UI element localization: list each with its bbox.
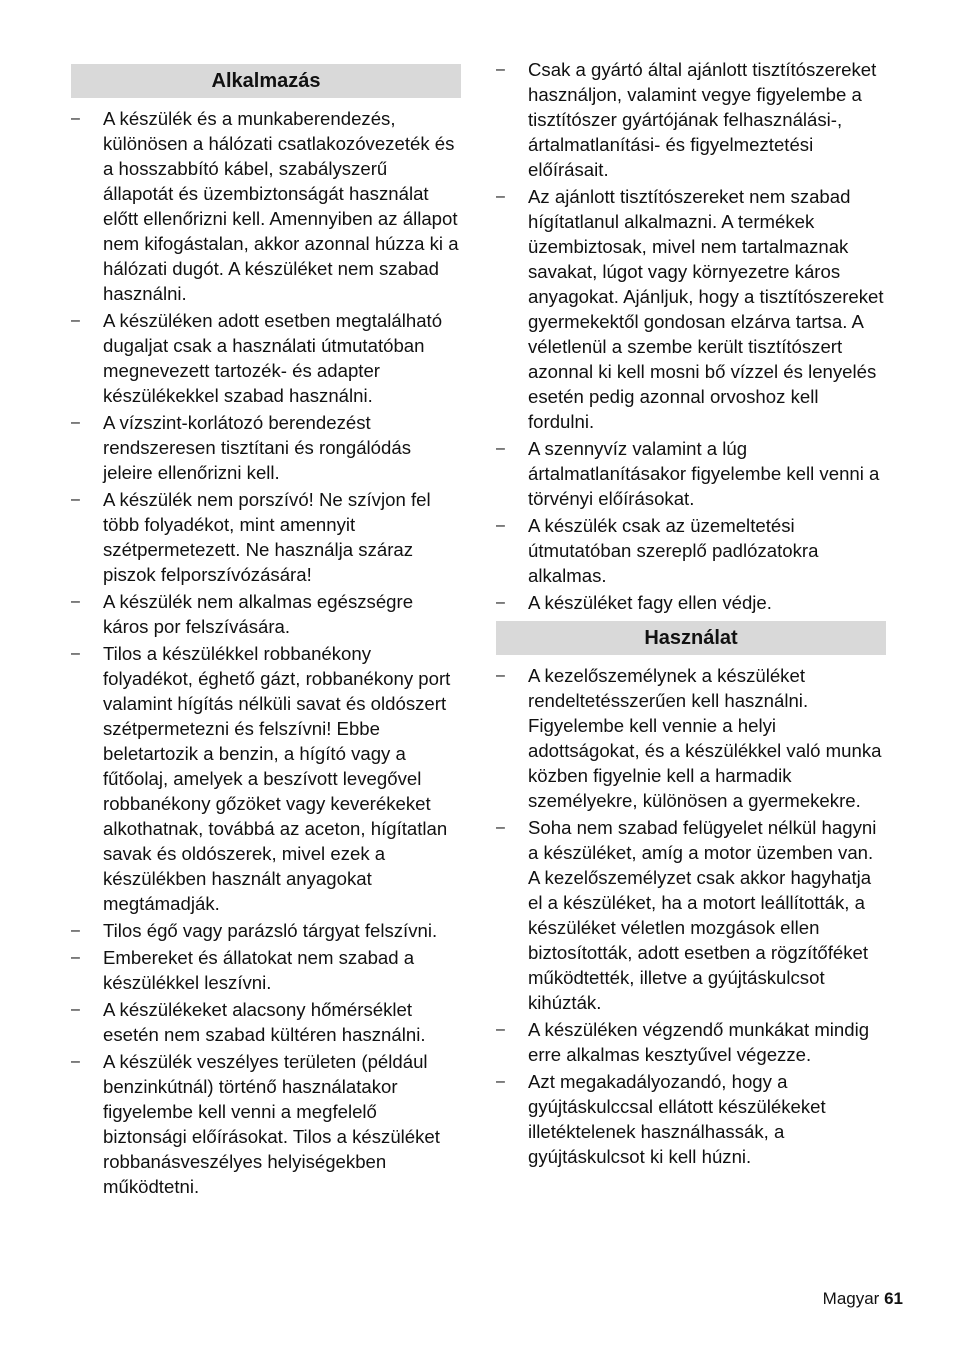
bullet-dash: – [71,645,80,662]
bullet-dash: – [496,517,505,534]
bullet-dash: – [496,667,505,684]
list-item [71,641,461,916]
list-item [496,590,886,615]
list-item [496,663,886,813]
list-item [71,945,461,995]
list-item-text: A kezelőszemélynek a készüléket rendeltetésszerűen kell használni. Figyelembe kell vennie a helyi adottságokat, és a készülékkel való munka közben figyelnie kell a harmadik személyekre, különösen a gyermekekre. [528,665,882,811]
list-item [71,308,461,408]
list-item [71,410,461,485]
bullet-dash: – [71,949,80,966]
list-item-text: Az ajánlott tisztítószereket nem szabad hígítatlanul alkalmazni. A termékek üzembiztosak, mivel nem tartalmaznak savakat, lúgot vagy környezetre káros anyagokat. Ajánljuk, hogy a tisztítószereket gyermekektől gondosan elzárva tartsa. A véletlenül a szembe került tisztítószert azonnal ki kell mosni bő vízzel és lenyelés esetén pedig azonnal orvoshoz kell fordulni. [528,186,884,432]
bullet-dash: – [496,440,505,457]
bullet-dash: – [71,414,80,431]
list-item-text: A készülék nem porszívó! Ne szívjon fel több folyadékot, mint amennyit szétpermetezett. Ne használja száraz piszok felporszívózására! [103,489,431,585]
list-item [71,106,461,306]
list-item-text: A készülék és a munkaberendezés, különösen a hálózati csatlakozóvezeték és a hosszabbító kábel, szabályszerű állapotát és üzembiztonságát használat előtt ellenőrizni kell. Amennyiben az állapot nem kifogástalan, akkor azonnal húzza ki a hálózati dugót. A készüléket nem szabad használni. [103,108,459,304]
bullet-list-cleaning [496,57,886,615]
list-item [496,1069,886,1169]
list-item-text: A készülék csak az üzemeltetési útmutatóban szereplő padlózatokra alkalmas. [528,515,819,586]
list-item-text: A szennyvíz valamint a lúg ártalmatlanításakor figyelembe kell venni a törvényi előírásokat. [528,438,880,509]
section-heading-hasznalat: Használat [496,621,886,655]
list-item [71,487,461,587]
bullet-dash: – [496,1021,505,1038]
list-item [496,436,886,511]
list-item-text: A készüléken adott esetben megtalálható dugaljat csak a használati útmutatóban megnevezett tartozék- és adapter készülékekkel szabad használni. [103,310,443,406]
left-column [71,64,461,1201]
list-item-text: A készüléket fagy ellen védje. [528,592,772,613]
bullet-dash: – [496,1073,505,1090]
bullet-dash: – [496,61,505,78]
bullet-dash: – [71,593,80,610]
bullet-list-hasznalat [496,663,886,1169]
list-item [496,57,886,182]
list-item-text: A készülék nem alkalmas egészségre káros por felszívására. [103,591,414,637]
page-number: 61 [884,1289,903,1308]
bullet-dash: – [71,110,80,127]
list-item-text: A készüléken végzendő munkákat mindig erre alkalmas kesztyűvel végezze. [528,1019,870,1065]
bullet-list-alkalmazas [71,106,461,1199]
list-item-text: Tilos a készülékkel robbanékony folyadékot, éghető gázt, robbanékony port valamint hígítás nélküli savat és oldószert szétpermetezni és felszívni! Ebbe beletartozik a benzin, a hígító vagy a fűtőolaj, amelyek a beszívott levegővel robbanékony gőzöket vagy keverékeket alkothatnak, továbbá az aceton, hígítatlan savak és oldószerek, mivel ezek a készülékben használt anyagokat megtámadják. [103,643,451,914]
list-item [496,184,886,434]
bullet-dash: – [496,819,505,836]
list-item-text: A vízszint-korlátozó berendezést rendszeresen tisztítani és rongálódás jeleire ellenőrizni kell. [103,412,412,483]
bullet-dash: – [71,1001,80,1018]
list-item-text: Embereket és állatokat nem szabad a készülékkel leszívni. [103,947,415,993]
footer-language: Magyar [822,1289,880,1308]
right-column [496,57,886,1171]
list-item [71,997,461,1047]
bullet-dash: – [71,312,80,329]
bullet-dash: – [71,491,80,508]
list-item [71,918,461,943]
bullet-dash: – [71,1053,80,1070]
list-item [496,815,886,1015]
list-item [71,1049,461,1199]
list-item-text: Azt megakadályozandó, hogy a gyújtáskulccsal ellátott készülékeket illetéktelenek használhassák, a gyújtáskulcsot ki kell húzni. [528,1071,826,1167]
list-item [71,589,461,639]
page-footer [823,1289,903,1309]
bullet-dash: – [496,594,505,611]
list-item [496,1017,886,1067]
list-item-text: A készülék veszélyes területen (például benzinkútnál) történő használatakor figyelembe kell venni a megfelelő biztonsági előírásokat. Tilos a készüléket robbanásveszélyes helyiségekben működtetni. [103,1051,440,1197]
bullet-dash: – [496,188,505,205]
list-item [496,513,886,588]
bullet-dash: – [71,922,80,939]
list-item-text: Soha nem szabad felügyelet nélkül hagyni a készüléket, amíg a motor üzemben van. A kezelőszemélyzet csak akkor hagyhatja el a készüléket, ha a motort leállították, a készüléket véletlen mozgások ellen biztosították, adott esetben a rögzítőféket működtették, illetve a gyújtáskulcsot kihúzták. [528,817,877,1013]
list-item-text: Csak a gyártó által ajánlott tisztítószereket használjon, valamint vegye figyelembe a tisztítószer gyártójának felhasználási-, ártalmatlanítási- és figyelmeztetési előírásait. [528,59,877,180]
list-item-text: A készülékeket alacsony hőmérséklet esetén nem szabad kültéren használni. [103,999,426,1045]
list-item-text: Tilos égő vagy parázsló tárgyat felszívni. [103,920,438,941]
section-heading-alkalmazas: Alkalmazás [71,64,461,98]
